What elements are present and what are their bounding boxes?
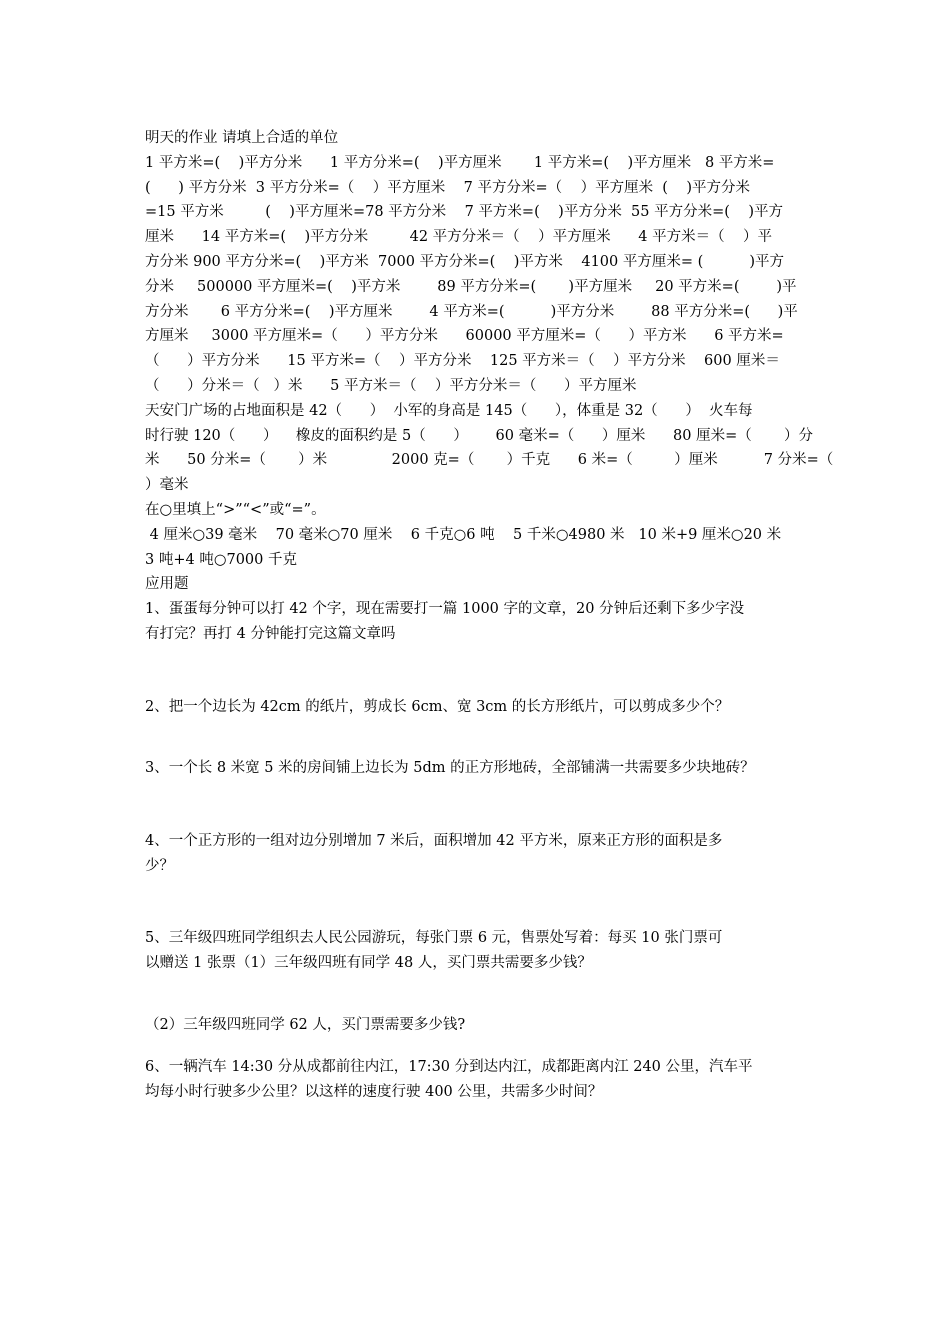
answer-space bbox=[145, 647, 817, 695]
question-line: 以赠送 1 张票（1）三年级四班有同学 48 人，买门票共需要多少钱？ bbox=[145, 954, 592, 971]
question-line: 5、三年级四班同学组织去人民公园游玩，每张门票 6 元，售票处写着：每买 10 张门票可 bbox=[145, 929, 723, 946]
fill-units-line: 1 平方米=( )平方分米 1 平方分米=( )平方厘米 1 平方米=( )平方厘米 8 平方米= bbox=[145, 154, 775, 171]
fill-units-line: （ ）分米＝（ ）米 5 平方米＝（ ）平方分米＝（ ）平方厘米 bbox=[145, 377, 637, 394]
question-5-part-2: （2）三年级四班同学 62 人，买门票需要多少钱? bbox=[145, 1016, 466, 1033]
units-line: 天安门广场的占地面积是 42（ ） 小军的身高是 145（ ），体重是 32（ ） 火车每 bbox=[145, 402, 753, 419]
question-line: 6、一辆汽车 14:30 分从成都前往内江，17:30 分到达内江，成都距离内江 240 公里，汽车平 bbox=[145, 1059, 753, 1076]
question-line: 少？ bbox=[145, 858, 174, 875]
question-line: 有打完？再打 4 分钟能打完这篇文章吗 bbox=[145, 625, 396, 642]
answer-space bbox=[145, 780, 817, 829]
answer-space bbox=[145, 976, 817, 1013]
homework-header: 明天的作业 请填上合适的单位 bbox=[145, 130, 339, 146]
fill-units-line: 方分米 6 平方分米=( )平方厘米 4 平方米=( )平方分米 88 平方分米=( )平 bbox=[145, 303, 798, 320]
fill-units-line: ( ) 平方分米 3 平方分米=（ ）平方厘米 7 平方分米=（ ）平方厘米 ( )平方分米 bbox=[145, 179, 751, 196]
fill-units-line: =15 平方米 ( )平方厘米=78 平方分米 7 平方米=( )平方分米 55 平方分米=( )平方 bbox=[145, 204, 783, 221]
question-3 bbox=[145, 756, 817, 781]
compare-section bbox=[145, 498, 817, 572]
question-2 bbox=[145, 695, 817, 720]
fill-units-line: （ ）平方分米 15 平方米=（ ）平方分米 125 平方米＝（ ）平方分米 600 厘米＝ bbox=[145, 353, 780, 370]
units-line: ）毫米 bbox=[145, 477, 189, 494]
fill-units-line: 分米 500000 平方厘米=( )平方米 89 平方分米=( )平方厘米 20 平方米=( )平 bbox=[145, 278, 797, 295]
question-line: 2、把一个边长为 42cm 的纸片，剪成长 6cm、宽 3cm 的长方形纸片，可以剪成多少个？ bbox=[145, 698, 730, 715]
applied-title: 应用题 bbox=[145, 576, 189, 593]
answer-space bbox=[145, 1037, 817, 1055]
units-line: 米 50 分米=（ ）米 2000 克=（ ）千克 6 米=（ ）厘米 7 分米=（ bbox=[145, 452, 834, 469]
document-body bbox=[145, 126, 834, 1105]
question-line: 均每小时行驶多少公里？以这样的速度行驶 400 公里，共需多少时间？ bbox=[145, 1084, 603, 1101]
compare-title: 在○里填上“>”“<”或“=”。 bbox=[145, 501, 326, 518]
compare-line: 4 厘米○39 毫米 70 毫米○70 厘米 6 千克○6 吨 5 千米○4980 米 10 米+9 厘米○20 米 bbox=[145, 526, 782, 543]
question-line: 4、一个正方形的一组对边分别增加 7 米后，面积增加 42 平方米，原来正方形的面积是多 bbox=[145, 833, 723, 850]
applied-section bbox=[145, 572, 817, 1105]
question-line: 3、一个长 8 米宽 5 米的房间铺上边长为 5dm 的正方形地砖，全部铺满一共需要多少块地砖？ bbox=[145, 759, 755, 776]
fill-units-section bbox=[145, 151, 817, 399]
question-5 bbox=[145, 926, 817, 976]
question-1 bbox=[145, 597, 817, 647]
units-line: 时行驶 120（ ） 橡皮的面积约是 5（ ） 60 毫米=（ ）厘米 80 厘米=（ ）分 bbox=[145, 427, 814, 444]
answer-space bbox=[145, 720, 817, 756]
fill-units-line: 方分米 900 平方分米=( )平方米 7000 平方分米=( )平方米 4100 平方厘米= ( )平方 bbox=[145, 253, 785, 270]
question-line: 1、蛋蛋每分钟可以打 42 个字，现在需要打一篇 1000 字的文章，20 分钟后还剩下多少字没 bbox=[145, 601, 745, 618]
answer-space bbox=[145, 879, 817, 926]
question-4 bbox=[145, 829, 817, 879]
question-6 bbox=[145, 1055, 817, 1105]
fill-units-line: 方厘米 3000 平方厘米=（ ）平方分米 60000 平方厘米=（ ）平方米 6 平方米= bbox=[145, 328, 784, 345]
fill-units-line: 厘米 14 平方米=( )平方分米 42 平方分米＝（ ）平方厘米 4 平方米＝（ ）平 bbox=[145, 229, 773, 246]
units-section bbox=[145, 399, 834, 498]
compare-line: 3 吨+4 吨○7000 千克 bbox=[145, 551, 297, 568]
